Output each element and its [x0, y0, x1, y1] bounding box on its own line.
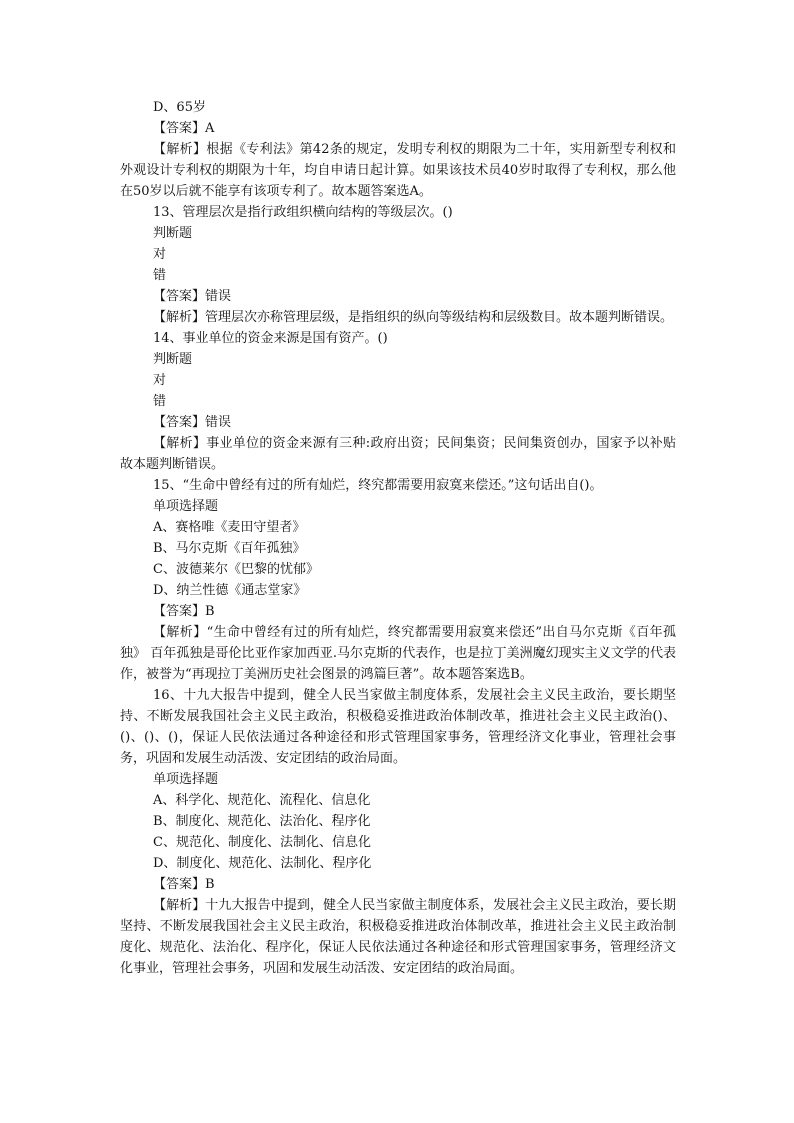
option-a-q16: A、科学化、规范化、流程化、信息化 — [153, 793, 371, 808]
option-d-q12: D、65岁 — [153, 100, 206, 115]
question-type-q13: 判断题 — [153, 226, 193, 241]
question-13: 13、管理层次是指行政组织横向结构的等级层次。() — [153, 205, 453, 220]
option-b-q16: B、制度化、规范化、法治化、程序化 — [153, 814, 371, 829]
question-16: 16、十九大报告中提到，健全人民当家做主制度体系，发展社会主义民主政治，要长期坚持、不断发展我国社会主义民主政治，积极稳妥推进政治体制改革，推进社会主义民主政治()、()、()、()，保证人民依法通过各种途径和形式管理国家事务，管理经济文化事业，管理社会事务，巩固和发展生动活泼、安定团结的政治局面。 — [120, 688, 676, 766]
question-type-q16: 单项选择题 — [153, 772, 219, 787]
option-b-q15: B、马尔克斯《百年孤独》 — [153, 541, 306, 556]
option-a-q15: A、赛格唯《麦田守望者》 — [153, 520, 306, 535]
answer-q16: 【答案】B — [153, 877, 215, 892]
question-15: 15、“生命中曾经有过的所有灿烂，终究都需要用寂寞来偿还。”这句话出自()。 — [153, 478, 603, 493]
analysis-q14: 【解析】事业单位的资金来源有三种:政府出资；民间集资；民间集资创办，国家予以补贴故本题判断错误。 — [120, 436, 676, 472]
analysis-q13: 【解析】管理层次亦称管理层级，是指组织的纵向等级结构和层级数目。故本题判断错误。 — [153, 310, 674, 325]
answer-q14: 【答案】错误 — [153, 415, 232, 430]
question-type-q14: 判断题 — [153, 352, 193, 367]
document-body — [120, 97, 676, 979]
option-c-q16: C、规范化、制度化、法制化、信息化 — [153, 835, 371, 850]
answer-q12: 【答案】A — [153, 121, 215, 136]
analysis-q16: 【解析】十九大报告中提到，健全人民当家做主制度体系，发展社会主义民主政治，要长期坚持、不断发展我国社会主义民主政治，积极稳妥推进政治体制改革，推进社会主义民主政治制度化、规范化、法治化、程序化，保证人民依法通过各种途径和形式管理国家事务，管理经济文化事业，管理社会事务，巩固和发展生动活泼、安定团结的政治局面。 — [120, 898, 676, 976]
question-type-q15: 单项选择题 — [153, 499, 219, 514]
answer-q15: 【答案】B — [153, 604, 215, 619]
question-14: 14、事业单位的资金来源是国有资产。() — [153, 331, 388, 346]
option-true-q14: 对 — [153, 373, 167, 388]
analysis-q12: 【解析】根据《专利法》第42条的规定，发明专利权的期限为二十年，实用新型专利权和外观设计专利权的期限为十年，均自申请日起计算。如果该技术员40岁时取得了专利权，那么他在50岁以后就不能享有该项专利了。故本题答案选A。 — [120, 142, 676, 199]
analysis-q15: 【解析】“生命中曾经有过的所有灿烂，终究都需要用寂寞来偿还”出自马尔克斯《百年孤独》 百年孤独是哥伦比亚作家加西亚.马尔克斯的代表作，也是拉丁美洲魔幻现实主义文学的代表作，被誉为“再现拉丁美洲历史社会图景的鸿篇巨著”。故本题答案选B。 — [120, 625, 676, 682]
option-false-q13: 错 — [153, 268, 167, 283]
option-d-q16: D、制度化、规范化、法制化、程序化 — [153, 856, 372, 871]
option-false-q14: 错 — [153, 394, 167, 409]
answer-q13: 【答案】错误 — [153, 289, 232, 304]
option-true-q13: 对 — [153, 247, 167, 262]
option-c-q15: C、波德莱尔《巴黎的忧郁》 — [153, 562, 319, 577]
option-d-q15: D、纳兰性德《通志堂家》 — [153, 583, 307, 598]
